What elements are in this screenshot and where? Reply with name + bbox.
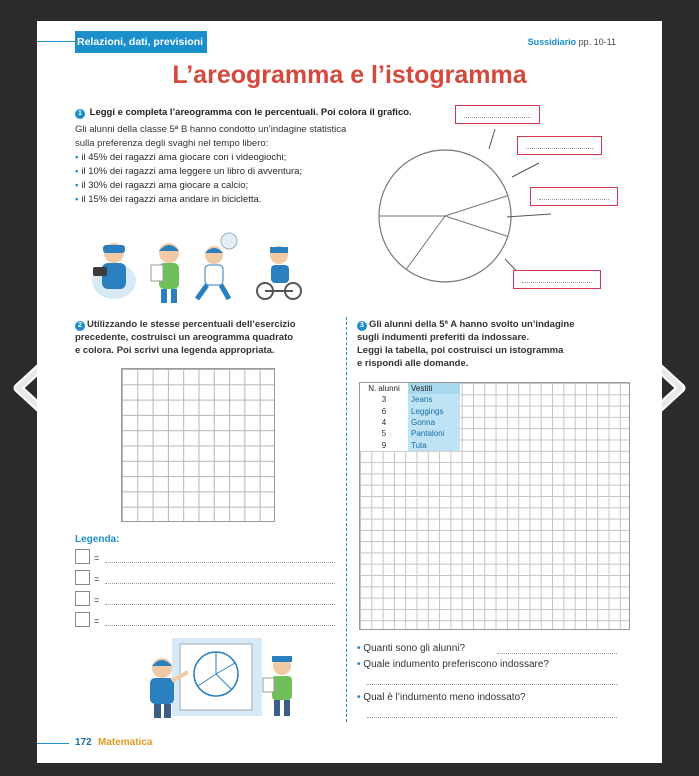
legend-equals: = [94, 574, 100, 584]
textbook-reference [528, 37, 616, 47]
table-row [360, 394, 460, 405]
exercise-2-instruction [75, 318, 345, 357]
cell-item: Leggings [408, 406, 460, 417]
cell-count: 4 [360, 417, 408, 428]
pie-label-box[interactable] [455, 105, 540, 124]
legend-row [75, 549, 335, 565]
pie-label-box[interactable] [513, 270, 601, 289]
workbook-page [37, 21, 662, 763]
table-row [360, 417, 460, 428]
instruction-line: Gli alunni della 5ª A hanno svolto un’indagine [369, 319, 575, 330]
legend-equals: = [94, 616, 100, 626]
table-row [360, 439, 460, 450]
pie-label-box[interactable] [530, 187, 618, 206]
table-row [360, 406, 460, 417]
reference-pages: pp. 10-11 [578, 37, 616, 47]
legend-equals: = [94, 553, 100, 563]
instruction-line: sugli indumenti preferiti da indossare. [357, 332, 530, 343]
legend-row [75, 591, 335, 607]
answer-line[interactable] [367, 684, 617, 685]
exercise-3-instruction [357, 318, 647, 370]
intro-line: sulla preferenza degli svaghi nel tempo libero: [75, 138, 269, 149]
legend-color-box[interactable] [75, 549, 90, 564]
section-tag: Relazioni, dati, previsioni [75, 31, 207, 53]
question-2: • Quale indumento preferiscono indossare? [357, 659, 549, 670]
list-item: • il 45% dei ragazzi ama giocare con i videogiochi; [75, 151, 415, 165]
cell-item: Tuta [408, 439, 460, 450]
page-title: L’areogramma e l’istogramma [172, 61, 527, 89]
legend-line[interactable] [105, 583, 335, 584]
section-header [37, 31, 207, 53]
table-row [360, 428, 460, 439]
exercise-1-text: Leggi e completa l’areogramma con le percentuali. Poi colora il grafico. [89, 107, 412, 118]
answer-line[interactable] [367, 717, 617, 718]
children-playing-illustration [89, 231, 309, 306]
legend-row [75, 612, 335, 628]
page-footer [37, 735, 237, 755]
children-board-illustration [132, 636, 307, 721]
answer-line[interactable] [497, 653, 617, 654]
exercise-3-number: 3 [357, 321, 367, 331]
exercise-1-instruction [75, 106, 475, 119]
cell-item: Jeans [408, 394, 460, 405]
exercise-1-intro [75, 123, 415, 207]
page-number: 172 [75, 737, 92, 748]
cell-count: 9 [360, 439, 408, 450]
data-table [360, 383, 460, 451]
legend-line[interactable] [105, 604, 335, 605]
cell-count: 5 [360, 428, 408, 439]
legend-equals: = [94, 595, 100, 605]
intro-line: Gli alunni della classe 5ª B hanno condotto un’indagine statistica [75, 124, 347, 135]
legend-line[interactable] [105, 562, 335, 563]
column-divider [346, 317, 347, 722]
subject-label: Matematica [98, 737, 153, 748]
square-areogram-grid[interactable] [121, 368, 275, 522]
legend-title: Legenda: [75, 534, 120, 545]
legend-line[interactable] [105, 625, 335, 626]
legend-color-box[interactable] [75, 612, 90, 627]
pie-label-box[interactable] [517, 136, 602, 155]
instruction-line: e rispondi alle domande. [357, 358, 469, 369]
cell-item: Gonna [408, 417, 460, 428]
exercise-1-number: 1 [75, 109, 85, 119]
cell-count: 6 [360, 406, 408, 417]
reference-label: Sussidiario [527, 37, 577, 47]
legend-row [75, 570, 335, 586]
list-item: • il 15% dei ragazzi ama andare in bicicletta. [75, 193, 415, 207]
question-1: • Quanti sono gli alunni? [357, 643, 466, 654]
list-item: • il 30% dei ragazzi ama giocare a calcio; [75, 179, 415, 193]
list-item: • il 10% dei ragazzi ama leggere un libro di avventura; [75, 165, 415, 179]
instruction-line: Utilizzando le stesse percentuali dell’esercizio [87, 319, 296, 330]
column-header: N. alunni [360, 383, 408, 394]
table-header-row [360, 383, 460, 394]
exercise-2-number: 2 [75, 321, 85, 331]
instruction-line: e colora. Poi scrivi una legenda appropriata. [75, 345, 275, 356]
instruction-line: precedente, costruisci un areogramma quadrato [75, 332, 294, 343]
question-text: Quanti sono gli alunni? [363, 643, 466, 654]
legend-color-box[interactable] [75, 570, 90, 585]
legend-color-box[interactable] [75, 591, 90, 606]
question-3: • Qual è l’indumento meno indossato? [357, 692, 526, 703]
cell-count: 3 [360, 394, 408, 405]
cell-item: Pantaloni [408, 428, 460, 439]
column-header: Vestiti [408, 383, 460, 394]
question-text: Quale indumento preferiscono indossare? [363, 659, 549, 670]
question-text: Qual è l’indumento meno indossato? [363, 692, 526, 703]
instruction-line: Leggi la tabella, poi costruisci un istogramma [357, 345, 564, 356]
